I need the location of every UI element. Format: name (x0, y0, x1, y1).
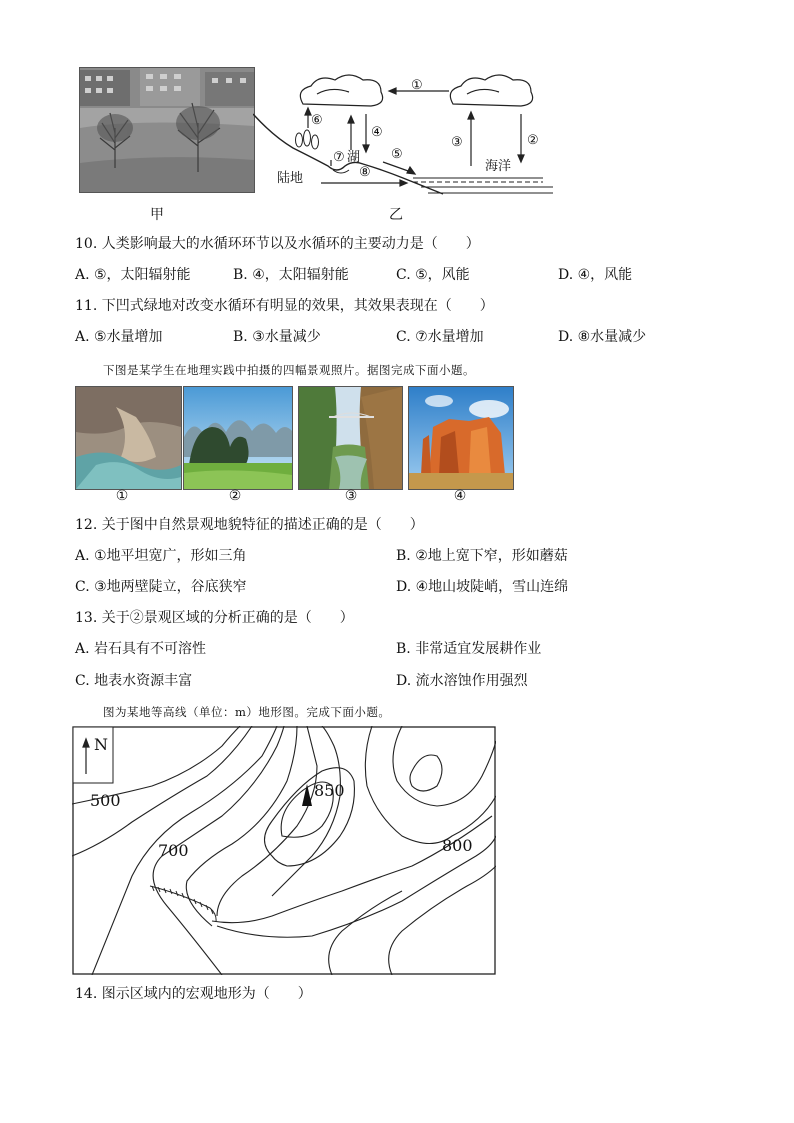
q11-option-d[interactable]: D. ⑧水量减少 (558, 329, 647, 345)
q12-option-a[interactable]: A. ①地平坦宽广，形如三角 (75, 548, 247, 564)
cloud-right (450, 75, 532, 106)
cloud-left (300, 75, 382, 106)
q12-option-d[interactable]: D. ④地山坡陡峭，雪山连绵 (396, 579, 569, 595)
q13-option-c[interactable]: C. 地表水资源丰富 (75, 673, 193, 689)
arrow-label-6: ⑥ (311, 113, 323, 128)
photo-3 (298, 386, 403, 490)
photos-intro: 下图是某学生在地理实践中拍摄的四幅景观照片。据图完成下面小题。 (103, 363, 475, 377)
contour-label-800: 800 (442, 836, 473, 855)
photo-1-art (76, 387, 181, 489)
q12-stem: 12. 关于图中自然景观地貌特征的描述正确的是（ ） (75, 517, 424, 533)
arrow-label-3: ③ (451, 135, 463, 150)
arrow-label-8: ⑧ (359, 165, 371, 180)
q11-option-a[interactable]: A. ⑤水量增加 (75, 329, 163, 345)
map-intro: 图为某地等高线（单位：m）地形图。完成下面小题。 (103, 705, 391, 719)
photo-1 (75, 386, 182, 490)
q10-stem: 10. 人类影响最大的水循环环节以及水循环的主要动力是（ ） (75, 236, 480, 252)
contour-label-700: 700 (158, 841, 189, 860)
q14-stem: 14. 图示区域内的宏观地形为（ ） (75, 986, 312, 1002)
photo-label-4: ④ (453, 488, 467, 504)
q13-option-d[interactable]: D. 流水溶蚀作用强烈 (396, 673, 528, 689)
q11-option-c[interactable]: C. ⑦水量增加 (396, 329, 484, 345)
caption-jia: 甲 (150, 207, 164, 223)
photo-label-1: ① (115, 488, 129, 504)
water-cycle-diagram (253, 66, 558, 196)
q11-stem: 11. 下凹式绿地对改变水循环有明显的效果，其效果表现在（ ） (75, 298, 494, 314)
contour-label-500: 500 (90, 791, 121, 810)
q13-option-a[interactable]: A. 岩石具有不可溶性 (75, 641, 207, 657)
photo-2-art (184, 387, 292, 489)
photo-jia (79, 67, 255, 193)
ocean-label: 海洋 (485, 159, 512, 174)
lake-label: 湖 (347, 150, 361, 165)
north-label: N (94, 735, 108, 754)
photo-label-2: ② (228, 488, 242, 504)
q11-option-b[interactable]: B. ③水量减少 (233, 329, 321, 345)
q12-option-b[interactable]: B. ②地上宽下窄，形如蘑菇 (396, 548, 568, 564)
q10-option-d[interactable]: D. ④，风能 (558, 267, 633, 283)
photo-4 (408, 386, 514, 490)
arrow-label-1: ① (411, 78, 423, 93)
peak-label-850: 850 (314, 781, 345, 800)
contour-map (72, 726, 496, 975)
photo-4-art (409, 387, 513, 489)
q10-option-b[interactable]: B. ④，太阳辐射能 (233, 267, 349, 283)
photo-3-art (299, 387, 402, 489)
arrow-label-7: ⑦ (333, 150, 345, 165)
arrow-label-2: ② (527, 133, 539, 148)
photo-label-3: ③ (344, 488, 358, 504)
arrow-label-4: ④ (371, 125, 383, 140)
photo-2 (183, 386, 293, 490)
q13-stem: 13. 关于②景观区域的分析正确的是（ ） (75, 610, 354, 626)
land-label: 陆地 (277, 171, 304, 186)
q12-option-c[interactable]: C. ③地两壁陡立，谷底狭窄 (75, 579, 247, 595)
arrow-label-5: ⑤ (391, 147, 403, 162)
q13-option-b[interactable]: B. 非常适宜发展耕作业 (396, 641, 542, 657)
photo-jia-art (80, 68, 254, 192)
q10-option-a[interactable]: A. ⑤，太阳辐射能 (75, 267, 191, 283)
caption-yi: 乙 (389, 207, 403, 223)
q10-option-c[interactable]: C. ⑤，风能 (396, 267, 470, 283)
